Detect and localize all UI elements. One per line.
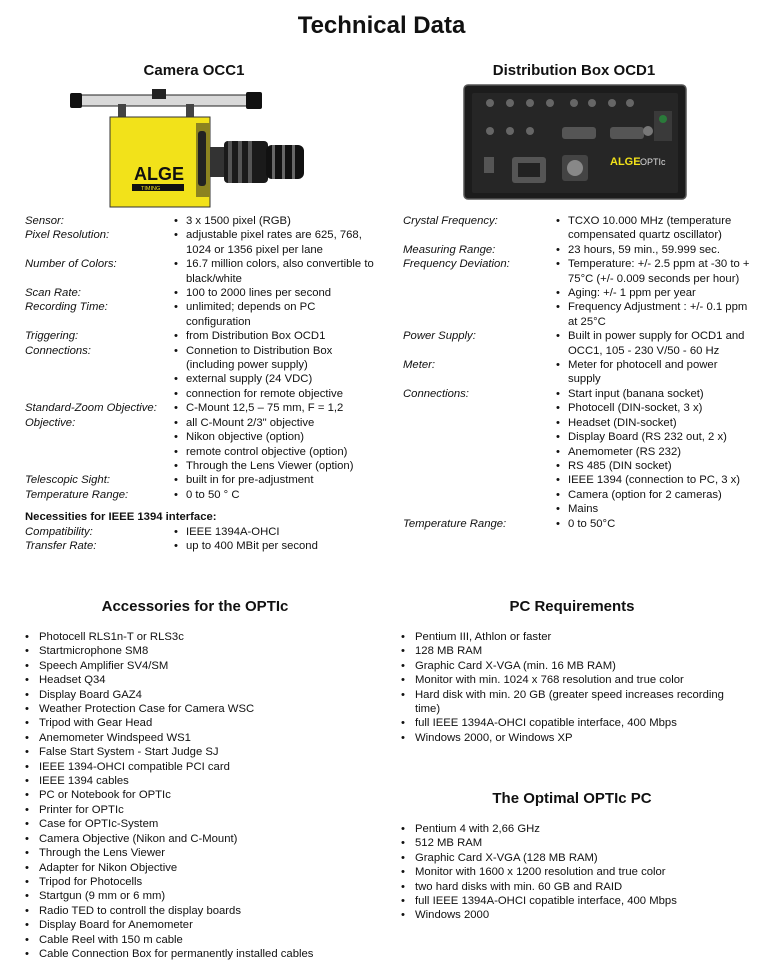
spec-row xyxy=(25,539,375,553)
distribution-heading: Distribution Box OCD1 xyxy=(492,62,656,79)
spec-row xyxy=(25,344,375,402)
camera-heading: Camera OCC1 xyxy=(143,62,245,79)
spec-label: Sensor: xyxy=(25,215,64,227)
spec-row xyxy=(25,329,375,343)
list-item: • Through the Lens Viewer xyxy=(24,846,384,860)
list-item: • Camera Objective (Nikon and C-Mount) xyxy=(24,832,384,846)
spec-value: • 0 to 50°C xyxy=(556,517,753,531)
list-item: • Cable Connection Box for permanently installed cables xyxy=(24,947,384,961)
optimal-pc-heading: The Optimal OPTIc PC xyxy=(492,790,652,807)
pc-requirements-heading: PC Requirements xyxy=(509,598,635,615)
list-item: • Windows 2000, or Windows XP xyxy=(400,731,750,745)
list-item: • Tripod with Gear Head xyxy=(24,716,384,730)
spec-value: • IEEE 1394A-OHCI xyxy=(174,525,375,539)
spec-value: • Connetion to Distribution Box (including power supply) xyxy=(174,344,375,373)
spec-label: Transfer Rate: xyxy=(25,539,97,552)
list-item: • full IEEE 1394A-OHCI copatible interface, 400 Mbps xyxy=(400,894,750,908)
distribution-box-image xyxy=(462,83,688,203)
list-item: • Pentium 4 with 2,66 GHz xyxy=(400,822,750,836)
spec-value: • 23 hours, 59 min., 59.999 sec. xyxy=(556,243,753,257)
list-item: • PC or Notebook for OPTIc xyxy=(24,788,384,802)
spec-value: • remote control objective (option) xyxy=(174,445,375,459)
list-item: • Weather Protection Case for Camera WSC xyxy=(24,702,384,716)
list-item: • Windows 2000 xyxy=(400,908,750,922)
list-item: • Tripod for Photocells xyxy=(24,875,384,889)
page-title: Technical Data xyxy=(297,12,466,39)
accessories-list xyxy=(24,630,384,961)
list-item: • False Start System - Start Judge SJ xyxy=(24,745,384,759)
spec-value: • connection for remote objective xyxy=(174,387,375,401)
spec-value: • IEEE 1394 (connection to PC, 3 x) xyxy=(556,473,753,487)
list-item: • Hard disk with min. 20 GB (greater speed increases recording time) xyxy=(400,688,750,717)
spec-value: • Mains xyxy=(556,502,753,516)
spec-value: • Display Board (RS 232 out, 2 x) xyxy=(556,430,753,444)
camera-brand-sub: TIMING xyxy=(141,186,161,192)
spec-row xyxy=(25,214,375,228)
spec-row xyxy=(25,300,375,329)
spec-value: • adjustable pixel rates are 625, 768, 1024 or 1356 pixel per lane xyxy=(174,228,375,257)
list-item: • Cable Reel with 150 m cable xyxy=(24,933,384,947)
spec-label: Connections: xyxy=(403,387,469,400)
ieee-heading: Necessities for IEEE 1394 interface: xyxy=(25,511,217,524)
list-item: • Monitor with min. 1024 x 768 resolution and true color xyxy=(400,673,750,687)
list-item: • Graphic Card X-VGA (128 MB RAM) xyxy=(400,851,750,865)
list-item: • Speech Amplifier SV4/SM xyxy=(24,659,384,673)
spec-row xyxy=(25,401,375,415)
spec-row xyxy=(403,517,753,531)
spec-value: • from Distribution Box OCD1 xyxy=(174,329,375,343)
spec-value: • Meter for photocell and power supply xyxy=(556,358,753,387)
spec-label: Frequency Deviation: xyxy=(403,258,510,271)
list-item: • two hard disks with min. 60 GB and RAID xyxy=(400,880,750,894)
list-item: • 128 MB RAM xyxy=(400,644,750,658)
box-model-text: OPTIc xyxy=(640,157,666,167)
spec-row xyxy=(403,329,753,358)
list-item: • Case for OPTIc-System xyxy=(24,817,384,831)
spec-row xyxy=(25,228,375,257)
camera-illustration xyxy=(68,85,308,210)
list-item: • 512 MB RAM xyxy=(400,836,750,850)
spec-value: • up to 400 MBit per second xyxy=(174,539,375,553)
list-item: • IEEE 1394-OHCI compatible PCI card xyxy=(24,760,384,774)
spec-row xyxy=(25,286,375,300)
camera-specs xyxy=(25,214,375,553)
camera-image xyxy=(68,85,308,210)
spec-value: • built in for pre-adjustment xyxy=(174,473,375,487)
list-item: • IEEE 1394 cables xyxy=(24,774,384,788)
spec-value: • Frequency Adjustment : +/- 0.1 ppm at 25°C xyxy=(556,300,753,329)
list-item: • Headset Q34 xyxy=(24,673,384,687)
list-item: • Monitor with 1600 x 1200 resolution and true color xyxy=(400,865,750,879)
spec-label: Telescopic Sight: xyxy=(25,474,110,487)
spec-value: • 3 x 1500 pixel (RGB) xyxy=(174,214,375,228)
spec-label: Objective: xyxy=(25,416,76,429)
accessories-heading: Accessories for the OPTIc xyxy=(101,598,289,615)
spec-value: • Temperature: +/- 2.5 ppm at -30 to + 75°C (+/- 0.009 seconds per hour) xyxy=(556,257,753,286)
spec-row xyxy=(403,243,753,257)
spec-label: Measuring Range: xyxy=(403,243,496,256)
spec-label: Number of Colors: xyxy=(25,258,117,271)
list-item: • Startmicrophone SM8 xyxy=(24,644,384,658)
spec-value: • unlimited; depends on PC configuration xyxy=(174,300,375,329)
spec-label: Recording Time: xyxy=(25,301,108,314)
list-item: • Radio TED to controll the display boards xyxy=(24,904,384,918)
spec-value: • Anemometer (RS 232) xyxy=(556,445,753,459)
spec-value: • TCXO 10.000 MHz (temperature compensated quartz oscillator) xyxy=(556,214,753,243)
spec-label: Crystal Frequency: xyxy=(403,215,498,227)
pc-requirements-list xyxy=(400,630,750,745)
spec-value: • Camera (option for 2 cameras) xyxy=(556,488,753,502)
list-item: • Startgun (9 mm or 6 mm) xyxy=(24,889,384,903)
spec-label: Standard-Zoom Objective: xyxy=(25,402,157,415)
spec-row xyxy=(403,358,753,387)
spec-value: • Through the Lens Viewer (option) xyxy=(174,459,375,473)
spec-value: • Headset (DIN-socket) xyxy=(556,416,753,430)
spec-value: • external supply (24 VDC) xyxy=(174,372,375,386)
list-item: • Adapter for Nikon Objective xyxy=(24,861,384,875)
spec-value: • Photocell (DIN-socket, 3 x) xyxy=(556,401,753,415)
spec-value: • all C-Mount 2/3" objective xyxy=(174,416,375,430)
list-item: • Display Board for Anemometer xyxy=(24,918,384,932)
spec-label: Connections: xyxy=(25,344,91,357)
spec-row xyxy=(25,416,375,474)
spec-value: • Aging: +/- 1 ppm per year xyxy=(556,286,753,300)
list-item: • Photocell RLS1n-T or RLS3c xyxy=(24,630,384,644)
spec-label: Meter: xyxy=(403,359,436,372)
list-item: • Anemometer Windspeed WS1 xyxy=(24,731,384,745)
list-item: • Printer for OPTIc xyxy=(24,803,384,817)
spec-row xyxy=(25,257,375,286)
spec-label: Power Supply: xyxy=(403,330,476,343)
spec-value: • C-Mount 12,5 – 75 mm, F = 1,2 xyxy=(174,401,375,415)
spec-value: • 0 to 50 ° C xyxy=(174,488,375,502)
spec-value: • RS 485 (DIN socket) xyxy=(556,459,753,473)
spec-row xyxy=(25,525,375,539)
spec-value: • Nikon objective (option) xyxy=(174,430,375,444)
spec-label: Temperature Range: xyxy=(25,488,129,501)
spec-value: • Start input (banana socket) xyxy=(556,387,753,401)
list-item: • Display Board GAZ4 xyxy=(24,688,384,702)
list-item: • full IEEE 1394A-OHCI copatible interface, 400 Mbps xyxy=(400,716,750,730)
spec-label: Pixel Resolution: xyxy=(25,229,110,242)
spec-row xyxy=(25,488,375,502)
list-item: • Graphic Card X-VGA (min. 16 MB RAM) xyxy=(400,659,750,673)
distribution-box-illustration xyxy=(462,83,688,203)
list-item: • Pentium III, Athlon or faster xyxy=(400,630,750,644)
box-brand-text: ALGE xyxy=(610,156,641,168)
distribution-specs xyxy=(403,214,753,531)
spec-row xyxy=(403,387,753,517)
spec-label: Compatibility: xyxy=(25,525,93,538)
spec-label: Triggering: xyxy=(25,330,79,343)
camera-brand-text: ALGE xyxy=(134,164,185,184)
spec-value: • 16.7 million colors, also convertible to black/white xyxy=(174,257,375,286)
spec-row xyxy=(25,473,375,487)
spec-value: • Built in power supply for OCD1 and OCC1, 105 - 230 V/50 - 60 Hz xyxy=(556,329,753,358)
spec-label: Temperature Range: xyxy=(403,517,507,530)
spec-label: Scan Rate: xyxy=(25,287,81,300)
optimal-pc-list xyxy=(400,822,750,923)
spec-value: • 100 to 2000 lines per second xyxy=(174,286,375,300)
spec-row xyxy=(403,257,753,329)
spec-row xyxy=(403,214,753,243)
